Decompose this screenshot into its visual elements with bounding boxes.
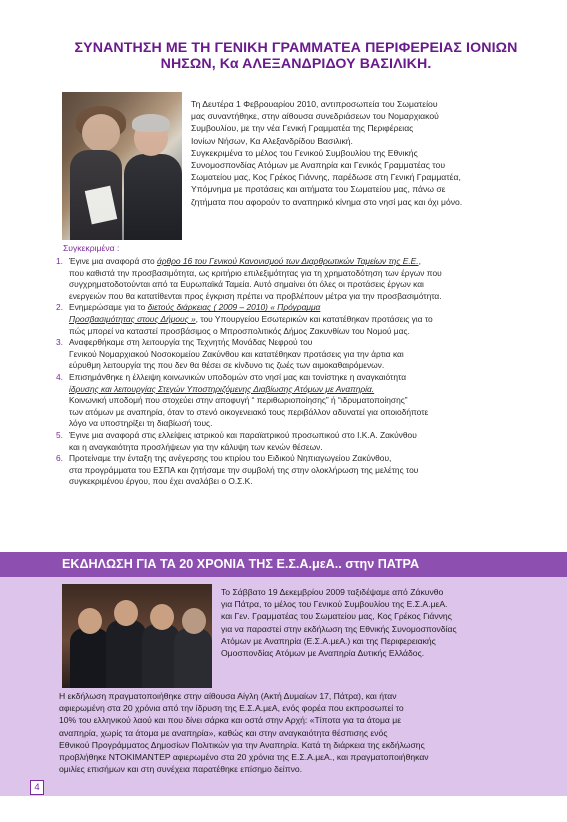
item-text: Προτείναμε την ένταξη της ανέγερσης του κτιρίου του Ειδικού Νηπιαγωγείου Ζακύνθου, <box>69 453 392 464</box>
intro-line: Ιονίων Νήσων, Κα Αλεξανδρίδου Βασιλική. <box>191 135 353 146</box>
item-text: , του Υπουργείου Εσωτερικών και κατατέθηκαν προτάσεις για το <box>195 313 433 324</box>
meeting-photo <box>62 92 182 240</box>
proposals-list <box>56 256 548 488</box>
list-item <box>56 256 548 302</box>
item-text: Ενημερώσαμε για το <box>69 302 148 313</box>
event-line: Το Σάββατο 19 Δεκεμβρίου 2009 ταξιδέψαμε από Ζάκυνθο <box>221 587 444 597</box>
intro-line: Συμβουλίου, με την νέα Γενική Γραμματέα της Περιφέρειας <box>191 123 414 134</box>
supported-living-text: ίδρυσης και λειτουργίας Στεγών Υποστηριζόμενης Διαβίωσης Ατόμων με Αναπηρία. <box>69 383 375 394</box>
item-text: στα προγράμματα του ΕΣΠΑ και ζητήσαμε την συμβολή της στην ολοκλήρωση της μελέτης του <box>69 464 419 475</box>
event-line: ομιλίες επισήμων και στη συνέχεια παρατέθηκε επίσημο δείπνο. <box>59 764 303 775</box>
event-line: προβλήθηκε ΝΤΟΚΙΜΑΝΤΕΡ αφιερωμένο στα 20 χρόνια της Ε.Σ.Α.μεΑ., και πραγματοποιήθηκαν <box>59 752 429 763</box>
list-heading: Συγκεκριμένα : <box>63 243 120 253</box>
intro-line: Υπόμνημα με προτάσεις και αιτήματα του Σωματείου μας, πάνω σε <box>191 184 446 195</box>
item-number: 4. <box>56 371 63 382</box>
item-text: των ατόμων με αναπηρία, όταν το στενό οικογενειακό τους περιβάλλον αδυνατεί για οποιοδήποτε <box>69 406 429 417</box>
item-text: Αναφερθήκαμε στη λειτουργία της Τεχνητής Μονάδας Νεφρού του <box>69 337 313 348</box>
event-title: ΕΚΔΗΛΩΣΗ ΓΙΑ ΤΑ 20 ΧΡΟΝΙΑ ΤΗΣ Ε.Σ.Α.μεΑ.. στην ΠΑΤΡΑ <box>62 557 420 571</box>
item-text: και η αναγκαιότητα προσλήψεων για την κάλυψη των κενών θέσεων. <box>69 441 323 452</box>
event-line: 10% του ελληνικού λαού και που δίνει σάρκα και οστά στην Αρχή: «Τίποτα για τα άτομα με <box>59 715 402 726</box>
title-line-2: ΝΗΣΩΝ, Κα ΑΛΕΞΑΝΔΡΙΔΟΥ ΒΑΣΙΛΙΚΗ. <box>160 56 432 72</box>
article-16-link-text: άρθρο 16 του Γενικού Κανονισμού των Διαρθρωτικών Ταμείων της Ε.Ε. <box>156 256 419 266</box>
title-line-1: ΣΥΝΑΝΤΗΣΗ ΜΕ ΤΗ ΓΕΝΙΚΗ ΓΡΑΜΜΑΤΕΑ ΠΕΡΙΦΕΡΕΙΑΣ ΙΟΝΙΩΝ <box>74 40 518 56</box>
list-item <box>56 337 548 372</box>
event-line: Εθνικού Προγράμματος Δημοσίων Πολιτικών για την Αναπηρία. Κατά τη διάρκεια της εκδήλωσης <box>59 739 425 750</box>
item-number: 6. <box>56 453 63 464</box>
item-text: Επισημάνθηκε η έλλειψη κοινωνικών υποδομών στο νησί μας και τονίστηκε η αναγκαιότητα <box>69 371 407 382</box>
item-number: 3. <box>56 337 63 348</box>
item-text: Έγινε μια αναφορά στο <box>69 256 157 266</box>
event-line: Ατόμων με Αναπηρία (Ε.Σ.Α.μεΑ.) και της Περιφερειακής <box>221 635 436 646</box>
item-number: 1. <box>56 256 63 266</box>
intro-line: ζητήματα που αφορούν το αναπηρικό κίνημα στο νησί μας και όχι μόνο. <box>191 196 463 207</box>
page-number: 4 <box>30 780 44 795</box>
intro-line: μας συναντήθηκε, στην αίθουσα συνεδριάσεων του Νομαρχιακού <box>191 111 439 122</box>
item-text: Κοινωνική υποδομή που στοχεύει στην αποφυγή “ περιθωριοποίησης” ή “ιδρυματοποίησης” <box>69 395 408 406</box>
item-text: Γενικού Νομαρχιακού Νοσοκομείου Ζακύνθου και κατατέθηκαν προτάσεις για την άρτια και <box>69 348 404 359</box>
intro-paragraph <box>191 98 541 208</box>
list-item <box>56 302 548 337</box>
event-line: Η εκδήλωση πραγματοποιήθηκε στην αίθουσα Αίγλη (Ακτή Δυμαίων 17, Πάτρα), και ήταν <box>59 691 397 701</box>
list-item <box>56 372 548 430</box>
page-title <box>40 40 552 72</box>
intro-line: Συνομοσπονδίας Ατόμων με Αναπηρία και Γενικός Γραμματέας του <box>191 160 446 171</box>
intro-line: Σωματείου μας, Κος Γρέκος Γιάννης, παρέδωσε στη Γενική Γραμματέα, <box>191 172 461 183</box>
item-text: πώς μπορεί να καταστεί προσβάσιμος ο Μπροσπολιτικός Δήμος Ζακυνθίων του Νομού μας. <box>69 325 410 336</box>
item-number: 2. <box>56 302 63 313</box>
list-item <box>56 430 548 453</box>
item-text: συγχρηματοδοτούνται από τα Ευρωπαϊκά Ταμεία. Αυτό σημαίνει ότι όλες οι προτάσεις έργων και <box>69 279 424 290</box>
event-photo <box>62 584 212 688</box>
item-number: 5. <box>56 429 63 440</box>
event-line: Ομοσπονδίας Ατόμων με Αναπηρία Δυτικής Ελλάδος. <box>221 648 425 659</box>
event-line: για Πάτρα, το μέλος του Γενικού Συμβουλίου της Ε.Σ.Α.μεΑ. <box>221 599 448 610</box>
item-text: Έγινε μια αναφορά στις ελλείψεις ιατρικού και παραϊατρικού προσωπικού στο Ι.Κ.Α. Ζακύνθου <box>69 429 417 440</box>
item-text: λόγο να υποστηρίξει τη διαβίωσή τους. <box>69 418 213 429</box>
programme-title-text: διετούς διάρκειας ( 2009 – 2010) « Πρόγραμμα <box>147 302 321 313</box>
intro-line: Τη Δευτέρα 1 Φεβρουαρίου 2010, αντιπροσωπεία του Σωματείου <box>191 99 438 109</box>
intro-line: Συγκεκριμένα το μέλος του Γενικού Συμβουλίου της Εθνικής <box>191 147 418 158</box>
programme-title-text: Προσβασιμότητας στους Δήμους » <box>69 313 196 324</box>
item-text: εύρυθμη λειτουργία της που δεν θα θέσει σε κίνδυνο τις ζωές των αιμοκαθαιρόμενων. <box>69 360 385 371</box>
event-line: για να παραστεί στην εκδήλωση της Εθνικής Συνομοσπονδίας <box>221 623 457 634</box>
item-text: συγκεκριμένου έργου, που έχει αναλάβει ο Ο.Σ.Κ. <box>69 476 253 487</box>
event-line: αναπηρία, χωρίς τα άτομα με αναπηρία», καθώς και στην αναγκαιότητα θέσπισης ενός <box>59 727 388 738</box>
event-intro <box>221 586 549 659</box>
item-text: ενεργειών που θα κατατίθενται προς έγκριση πρέπει να προβλέπουν μέτρα για την προσβασιμότητα. <box>69 290 442 301</box>
item-text: που καθιστά την προσβασιμότητα, ως κριτήριο επιλεξιμότητας για τη χρηματοδότηση των έργων που <box>69 267 442 278</box>
event-line: και Γεν. Γραμματέας του Σωματείου μας, Κος Γρέκος Γιάννης <box>221 611 452 622</box>
event-line: αφιερωμένη στα 20 χρόνια από την ίδρυση της Ε.Σ.Α.μεΑ, ενός φορέα που εκπροσωπεί το <box>59 703 404 714</box>
list-item <box>56 453 548 488</box>
item-text: , <box>418 256 421 266</box>
event-body <box>59 690 547 775</box>
